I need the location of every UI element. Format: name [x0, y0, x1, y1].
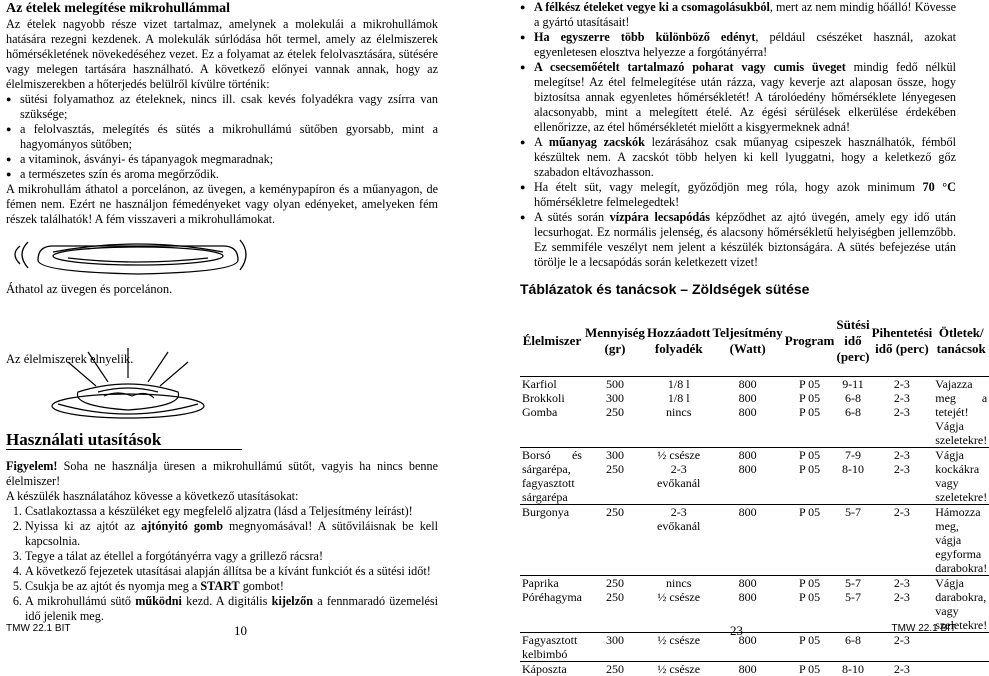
table-cell-qty: 500 300 250	[584, 377, 646, 448]
table-header-row	[520, 306, 989, 377]
table-row	[520, 633, 989, 662]
list-item: 4. A következő fejezetek utasításai alapján állítsa be a kívánt funkciót és a sütési időt!	[25, 564, 438, 579]
table-cell-qty: 250 250	[584, 576, 646, 633]
table-cell-tip: Vajazza meg a tetejét! Vágja szeletekre!	[933, 377, 989, 448]
table-cell-tip: Hámozza meg, vágja egyforma darabokra!	[933, 505, 989, 576]
warning-label: Figyelem!	[6, 459, 57, 473]
right-page	[520, 0, 956, 638]
col-program: Program	[784, 306, 836, 377]
table-cell-time: 5-7	[835, 505, 870, 576]
table-cell-food: Burgonya	[520, 505, 584, 576]
table-cell-prog: P 05	[784, 662, 836, 676]
table-cell-liq: ½ csésze	[646, 662, 712, 676]
col-qty: Mennyiség (gr)	[584, 306, 646, 377]
table-cell-rest: 2-3 2-3	[871, 448, 934, 505]
table-row	[520, 377, 989, 448]
table-cell-time: 8-10	[835, 662, 870, 676]
list-item: ● a természetes szín és aroma megőrződik.	[6, 167, 438, 182]
steps-intro: A készülék használatához kövesse a következő utasításokat:	[6, 489, 438, 504]
page-number: 23	[730, 623, 743, 638]
table-cell-qty: 250	[584, 505, 646, 576]
dish-illustration	[8, 232, 248, 282]
usage-section	[6, 459, 438, 624]
table-cell-watt: 800	[711, 662, 783, 676]
table-row	[520, 505, 989, 576]
table-cell-rest: 2-3 2-3 2-3	[871, 377, 934, 448]
table-cell-rest: 2-3	[871, 505, 934, 576]
page-number: 10	[234, 623, 247, 638]
caption-absorb: Az élelmiszerek elnyelik.	[6, 352, 133, 367]
list-item: ● a felolvasztás, melegítés és sütés a mikrohullámú sütőben gyorsabb, mint a hagyományos sütőben;	[6, 122, 438, 152]
table-cell-liq: 2-3 evőkanál	[646, 505, 712, 576]
list-item: 1. Csatlakoztassa a készüléket egy megfelelő aljzatra (lásd a Teljesítmény leírást)!	[25, 504, 438, 519]
col-liquid: Hozzáadott folyadék	[646, 306, 712, 377]
table-cell-qty: 250	[584, 662, 646, 676]
table-cell-tip: Vágja kockákra vagy szeletekre!	[933, 448, 989, 505]
table-cell-liq: ½ csésze	[646, 633, 712, 662]
table-cell-prog: P 05 P 05	[784, 576, 836, 633]
left-page	[6, 0, 438, 638]
table-cell-food: Káposzta	[520, 662, 584, 676]
footer-model: TMW 22.1 BIT	[892, 621, 956, 636]
metal-warning-paragraph: A mikrohullám áthatol a porcelánon, az üvegen, a keménypapíron és a műanyagon, de fémen nem. Ezért ne használjon fémedényeket vagy olyan edényeket, amelyeken fém részek találhatók! A fém visszaveri a mikrohullámokat.	[6, 182, 438, 227]
col-tips: Ötletek/ tanácsok	[933, 306, 989, 377]
section-title: Az ételek melegítése mikrohullámmal	[6, 1, 438, 17]
table-cell-food: Borsó és sárgarépa, fagyasztott sárgarépa	[520, 448, 584, 505]
warning-text: Soha ne használja üresen a mikrohullámú sütőt, vagyis ha nincs benne élelmiszer!	[6, 459, 438, 488]
table-cell-prog: P 05	[784, 505, 836, 576]
col-time: Sütési idő (perc)	[835, 306, 870, 377]
table-cell-rest: 2-3	[871, 633, 934, 662]
usage-heading: Használati utasítások	[6, 432, 242, 450]
list-item: ● Ha egyszerre több különböző edényt, például csészéket használ, azokat egyenletesen elosztva helyezze a forgótányérra!	[520, 30, 956, 60]
footer-model: TMW 22.1 BIT	[6, 621, 70, 636]
table-cell-liq: 1/8 l 1/8 l nincs	[646, 377, 712, 448]
list-item: 5. Csukja be az ajtót és nyomja meg a START gombot!	[25, 579, 438, 594]
list-item: ● sütési folyamathoz az ételeknek, nincs ill. csak kevés folyadékra vagy zsírra van szüksége;	[6, 92, 438, 122]
table-cell-tip	[933, 662, 989, 676]
table-cell-qty: 300 250	[584, 448, 646, 505]
table-cell-time: 7-9 8-10	[835, 448, 870, 505]
table-cell-rest: 2-3	[871, 662, 934, 676]
list-item: ● A műanyag zacskók lezárásához csak műanyag csipeszek használhatók, fémből készültek nem. A zacskót több helyen ki kell lyuggatni, hogy a keletkező gőz szabadon eltávozhasson.	[520, 135, 956, 180]
table-cell-prog: P 05 P 05	[784, 448, 836, 505]
list-item: 6. A mikrohullámú sütő működni kezd. A digitális kijelzőn a fennmaradó üzemelési idő jelenik meg.	[25, 594, 438, 624]
table-cell-food: Fagyasztott kelbimbó	[520, 633, 584, 662]
table-cell-qty: 300	[584, 633, 646, 662]
col-food: Élelmiszer	[520, 306, 584, 377]
table-cell-time: 6-8	[835, 633, 870, 662]
intro-paragraph: Az ételek nagyobb része vizet tartalmaz, amelynek a molekulái a mikrohullámok hatására rezegni kezdenek. A molekulák súrlódása hőt termel, amely az élelmiszerek hőmérsékletének növekedéséhez vezet. Ez a folyamat az ételek felolvasztására, sütésére vagy melegen tartására használható. A következő előnyei vannak annak, hogy az élelmiszerekben a hőterjedés belülről kívülre történik:	[6, 17, 438, 92]
table-cell-tip: Vágja darabokra, vagy szeletekre!	[933, 576, 989, 633]
caption-porcelain: Áthatol az üvegen és porcelánon.	[6, 282, 172, 297]
list-item: 2. Nyissa ki az ajtót az ajtónyitó gomb megnyomásával! A sütőviláisnak be kell kapcsolnia.	[25, 519, 438, 549]
table-cell-rest: 2-3 2-3	[871, 576, 934, 633]
table-cell-watt: 800 800	[711, 448, 783, 505]
table-cell-prog: P 05	[784, 633, 836, 662]
table-cell-watt: 800	[711, 505, 783, 576]
table-cell-time: 5-7 5-7	[835, 576, 870, 633]
col-power: Teljesítmény (Watt)	[711, 306, 783, 377]
tips-list	[520, 0, 956, 270]
warning-paragraph	[6, 459, 438, 489]
table-cell-tip	[933, 633, 989, 662]
table-title: Táblázatok és tanácsok – Zöldségek sütése	[520, 282, 809, 297]
table-row	[520, 662, 989, 676]
list-item: ● A csecsemőételt tartalmazó poharat vagy cumis üveget mindig fedő nélkül melegítse! Az étel felmelegítése után rázza, vagy keverje azt alaposan össze, hogy biztosítsa annak egyenletes hőmérsékletét! A tárolóedény hőmérséklete lényegesen alacsonyabb, mint a melegített ételé. Az égési sérülések elkerülése érdekében ellenőrizze, az étel hőmérsékletét mielőtt a kisgyermeknek adná!	[520, 60, 956, 135]
list-item: ● a vitaminok, ásványi- és tápanyagok megmaradnak;	[6, 152, 438, 167]
table-cell-prog: P 05 P 05 P 05	[784, 377, 836, 448]
table-cell-liq: nincs ½ csésze	[646, 576, 712, 633]
list-item: ● Ha ételt süt, vagy melegít, győződjön meg róla, hogy azok minimum 70 °C hőmérsékletre felmelegedtek!	[520, 180, 956, 210]
list-item: 3. Tegye a tálat az étellel a forgótányérra vagy a grillező rácsra!	[25, 549, 438, 564]
steps-list	[6, 504, 438, 624]
table-cell-food: Paprika Póréhagyma	[520, 576, 584, 633]
table-cell-time: 9-11 6-8 6-8	[835, 377, 870, 448]
list-item: ● A félkész ételeket vegye ki a csomagolásukból, mert az nem mindig hőálló! Kövesse a gyártó utasításait!	[520, 0, 956, 30]
benefits-list	[6, 92, 438, 182]
table-row	[520, 448, 989, 505]
col-rest: Pihentetési idő (perc)	[871, 306, 934, 377]
table-cell-watt: 800	[711, 633, 783, 662]
table-cell-watt: 800 800 800	[711, 377, 783, 448]
table-cell-watt: 800 800	[711, 576, 783, 633]
table-cell-food: Karfiol Brokkoli Gomba	[520, 377, 584, 448]
list-item: ● A sütés során vízpára lecsapódás képződhet az ajtó üvegén, amely egy idő után lecsurhogat. Ez normális jelenség, és alacsony hőmérsékletű helyiségben jellemzőbb. Ez semmiféle veszélyt nem jelent a készülék biztonságára. A sütés befejezése után törölje le a lecsapódás során keletkezett vizet!	[520, 210, 956, 270]
table-cell-liq: ½ csésze 2-3 evőkanál	[646, 448, 712, 505]
